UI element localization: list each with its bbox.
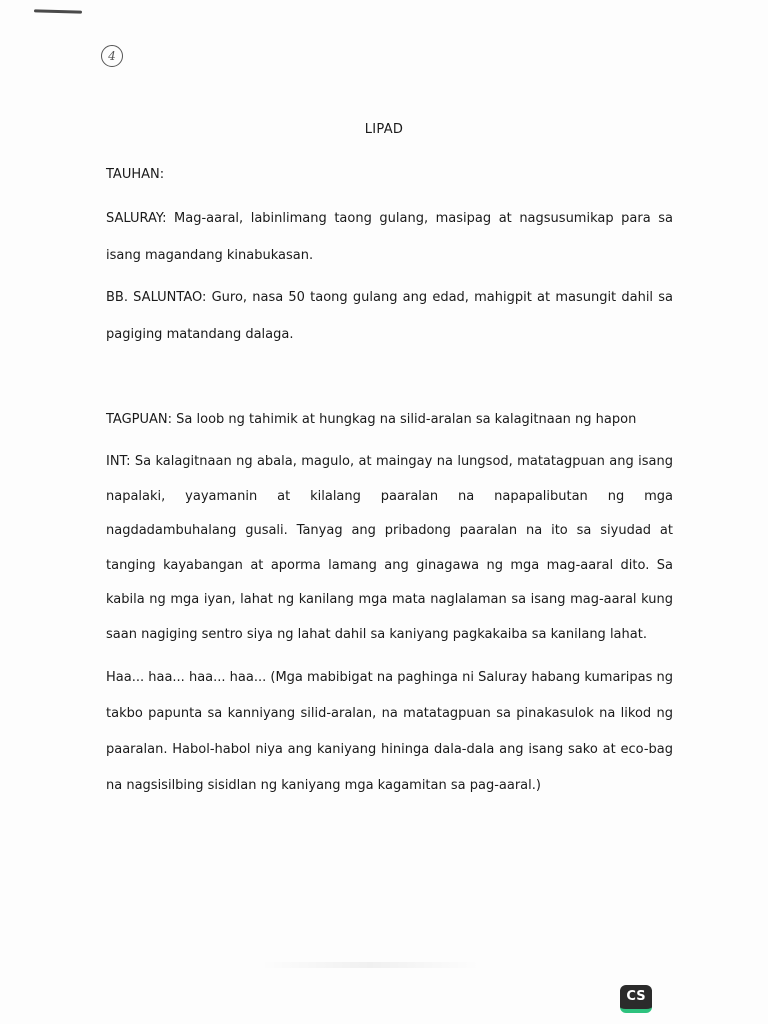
character-bb-saluntao: BB. SALUNTAO: Guro, nasa 50 taong gulang ang edad, mahigpit at masungit dahil sa pagiging matandang dalaga. bbox=[106, 290, 673, 342]
interior-paragraph: INT: Sa kalagitnaan ng abala, magulo, at maingay na lungsod, matatagpuan ang isang napalaki, yayamanin at kilalang paaralan na napapalibutan ng mga nagdadambuhalang gusali. Tanyag ang pribadong paaralan na ito sa siyudad at tanging kayabangan at aporma lamang ang ginagawa ng mga mag-aaral dito. Sa kabila ng mga iyan, lahat ng kanilang mga mata naglalaman sa isang mag-aaral kung saan nagiging sentro siya ng lahat dahil sa kaniyang pagkakaiba sa kanilang lahat. bbox=[106, 454, 673, 642]
camscanner-logo: CS bbox=[620, 985, 652, 1013]
document-title: LIPAD bbox=[364, 122, 404, 137]
character-saluray: SALURAY: Mag-aaral, labinlimang taong gulang, masipag at nagsusumikap para sa isang magandang kinabukasan. bbox=[106, 211, 673, 263]
characters-heading: TAUHAN: bbox=[106, 167, 165, 182]
pen-mark bbox=[34, 9, 82, 13]
setting-line: TAGPUAN: Sa loob ng tahimik at hungkag na silid-aralan sa kalagitnaan ng hapon bbox=[106, 412, 637, 427]
action-paragraph: Haa... haa... haa... haa... (Mga mabibigat na paghinga ni Saluray habang kumaripas ng takbo papunta sa kanniyang silid-aralan, na matatagpuan sa pinakasulok na likod ng paaralan. Habol-habol niya ang kaniyang hininga dala-dala ang isang sako at eco-bag na nagsisilbing sisidlan ng kaniyang mga kagamitan sa pag-aaral.) bbox=[106, 670, 673, 793]
page-number: 4 bbox=[101, 45, 123, 67]
scan-smudge bbox=[260, 962, 480, 968]
